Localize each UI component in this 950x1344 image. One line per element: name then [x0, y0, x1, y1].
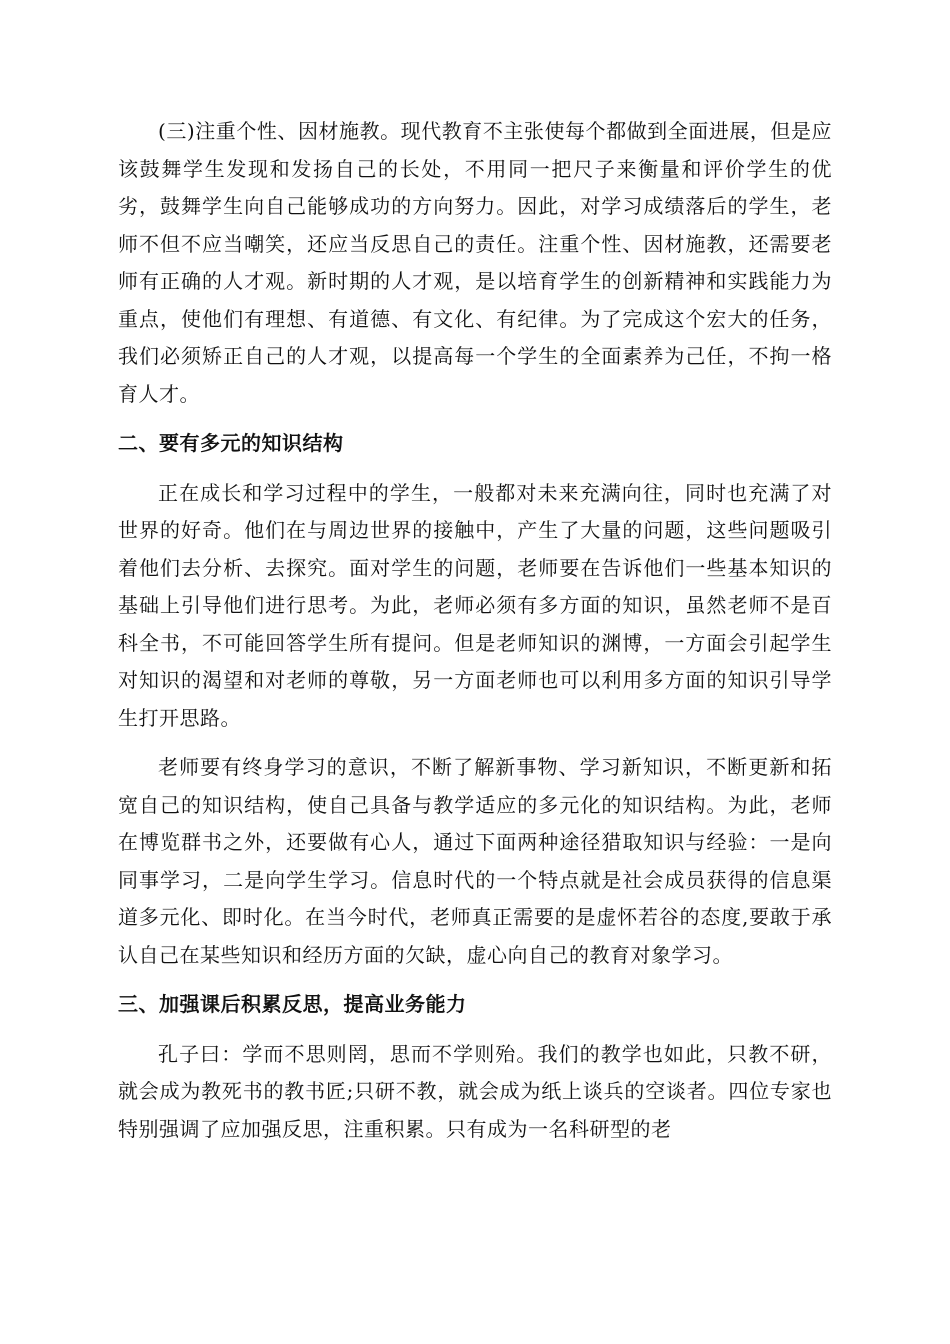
spacer: [118, 413, 832, 425]
spacer: [118, 1024, 832, 1036]
spacer: [118, 974, 832, 986]
paragraph-confucius-quote: 孔子曰：学而不思则罔，思而不学则殆。我们的教学也如此，只教不研，就会成为教死书的教书匠;只研不教，就会成为纸上谈兵的空谈者。四位专家也特别强调了应加强反思，注重积累。只有成为一名科研型的老: [118, 1041, 832, 1141]
section-heading-knowledge-structure: 二、要有多元的知识结构: [118, 431, 344, 455]
spacer: [118, 463, 832, 475]
section-heading-reflection: 三、加强课后积累反思，提高业务能力: [118, 992, 467, 1016]
spacer: [118, 737, 832, 749]
document-page: [118, 113, 832, 1148]
paragraph-student-curiosity: 正在成长和学习过程中的学生，一般都对未来充满向往，同时也充满了对世界的好奇。他们在与周边世界的接触中，产生了大量的问题，这些问题吸引着他们去分析、去探究。面对学生的问题，老师要在告诉他们一些基本知识的基础上引导他们进行思考。为此，老师必须有多方面的知识，虽然老师不是百科全书，不可能回答学生所有提问。但是老师知识的渊博，一方面会引起学生对知识的渴望和对老师的尊敬，另一方面老师也可以利用多方面的知识引导学生打开思路。: [118, 480, 832, 730]
paragraph-individuality: (三)注重个性、因材施教。现代教育不主张使每个都做到全面进展，但是应该鼓舞学生发现和发扬自己的长处，不用同一把尺子来衡量和评价学生的优劣，鼓舞学生向自己能够成功的方向努力。因此，对学习成绩落后的学生，老师不但不应当嘲笑，还应当反思自己的责任。注重个性、因材施教，还需要老师有正确的人才观。新时期的人才观，是以培育学生的创新精神和实践能力为重点，使他们有理想、有道德、有文化、有纪律。为了完成这个宏大的任务，我们必须矫正自己的人才观，以提高每一个学生的全面素养为己任，不拘一格育人才。: [118, 119, 832, 406]
paragraph-lifelong-learning: 老师要有终身学习的意识，不断了解新事物、学习新知识，不断更新和拓宽自己的知识结构，使自己具备与教学适应的多元化的知识结构。为此，老师在博览群书之外，还要做有心人，通过下面两种途径猎取知识与经验：一是向同事学习，二是向学生学习。信息时代的一个特点就是社会成员获得的信息渠道多元化、即时化。在当今时代，老师真正需要的是虚怀若谷的态度,要敢于承认自己在某些知识和经历方面的欠缺，虚心向自己的教育对象学习。: [118, 755, 832, 967]
